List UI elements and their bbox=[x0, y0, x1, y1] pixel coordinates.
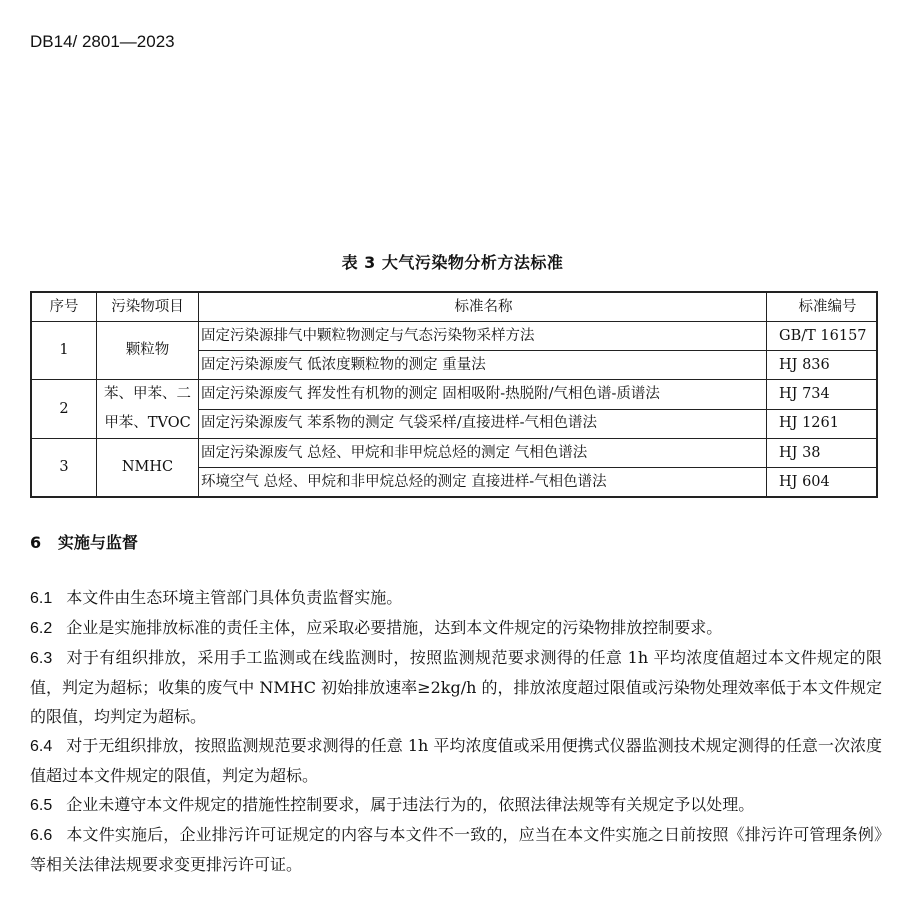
clause-text: 对于无组织排放，按照监测规范要求测得的任意 1h 平均浓度值或采用便携式仪器监测技术规定测得的任意一次浓度值超过本文件规定的限值，判定为超标。 bbox=[30, 736, 882, 785]
clause-6-5 bbox=[30, 790, 882, 820]
table-title: 表 3 大气污染物分析方法标准 bbox=[341, 253, 564, 272]
clause-6-2 bbox=[30, 613, 882, 643]
row-standard-code: HJ 38 bbox=[767, 439, 878, 468]
row-pollutant: 苯、甲苯、二甲苯、TVOC bbox=[97, 380, 199, 439]
table-row bbox=[31, 322, 877, 351]
clause-text: 本文件由生态环境主管部门具体负责监督实施。 bbox=[66, 588, 403, 607]
row-standard-code: HJ 734 bbox=[767, 380, 878, 410]
section-number: 6 bbox=[30, 533, 42, 552]
row-standard-name: 固定污染源废气 低浓度颗粒物的测定 重量法 bbox=[199, 351, 767, 380]
clause-list bbox=[30, 583, 882, 879]
table-row bbox=[31, 439, 877, 468]
clause-6-1 bbox=[30, 583, 882, 613]
clause-number: 6.5 bbox=[30, 797, 53, 814]
row-standard-name: 环境空气 总烃、甲烷和非甲烷总烃的测定 直接进样-气相色谱法 bbox=[199, 468, 767, 498]
row-pollutant: NMHC bbox=[97, 439, 199, 498]
row-standard-name: 固定污染源废气 总烃、甲烷和非甲烷总烃的测定 气相色谱法 bbox=[199, 439, 767, 468]
clause-number: 6.2 bbox=[30, 620, 53, 637]
header-seq: 序号 bbox=[31, 292, 97, 322]
header-standard-code: 标准编号 bbox=[767, 292, 878, 322]
section-title: 实施与监督 bbox=[57, 533, 138, 552]
clause-text: 企业未遵守本文件规定的措施性控制要求，属于违法行为的，依照法律法规等有关规定予以处理。 bbox=[66, 795, 755, 814]
clause-number: 6.3 bbox=[30, 650, 53, 667]
row-standard-name: 固定污染源废气 挥发性有机物的测定 固相吸附-热脱附/气相色谱-质谱法 bbox=[199, 380, 767, 410]
analysis-method-table bbox=[30, 291, 878, 498]
clause-6-4 bbox=[30, 731, 882, 790]
row-pollutant: 颗粒物 bbox=[97, 322, 199, 380]
table-header-row bbox=[31, 292, 877, 322]
clause-number: 6.6 bbox=[30, 827, 53, 844]
clause-number: 6.4 bbox=[30, 738, 53, 755]
row-standard-code: HJ 836 bbox=[767, 351, 878, 380]
header-standard-name: 标准名称 bbox=[199, 292, 767, 322]
section-heading bbox=[30, 530, 138, 553]
clause-number: 6.1 bbox=[30, 590, 53, 607]
clause-6-3 bbox=[30, 643, 882, 731]
row-standard-code: HJ 604 bbox=[767, 468, 878, 498]
row-standard-code: GB/T 16157 bbox=[767, 322, 878, 351]
clause-text: 对于有组织排放，采用手工监测或在线监测时，按照监测规范要求测得的任意 1h 平均浓度值超过本文件规定的限值，判定为超标；收集的废气中 NMHC 初始排放速率≥2kg/h 的，排放浓度超过限值或污染物处理效率低于本文件规定的限值，均判定为超标。 bbox=[30, 648, 882, 726]
row-seq: 2 bbox=[31, 380, 97, 439]
clause-text: 本文件实施后，企业排污许可证规定的内容与本文件不一致的，应当在本文件实施之日前按照《排污许可管理条例》等相关法律法规要求变更排污许可证。 bbox=[30, 825, 882, 874]
row-standard-code: HJ 1261 bbox=[767, 409, 878, 439]
clause-text: 企业是实施排放标准的责任主体，应采取必要措施，达到本文件规定的污染物排放控制要求。 bbox=[66, 618, 723, 637]
row-seq: 3 bbox=[31, 439, 97, 498]
table-row bbox=[31, 380, 877, 410]
document-number: DB14/ 2801—2023 bbox=[30, 32, 175, 51]
clause-6-6 bbox=[30, 820, 882, 879]
row-standard-name: 固定污染源排气中颗粒物测定与气态污染物采样方法 bbox=[199, 322, 767, 351]
row-standard-name: 固定污染源废气 苯系物的测定 气袋采样/直接进样-气相色谱法 bbox=[199, 409, 767, 439]
row-seq: 1 bbox=[31, 322, 97, 380]
header-pollutant: 污染物项目 bbox=[97, 292, 199, 322]
